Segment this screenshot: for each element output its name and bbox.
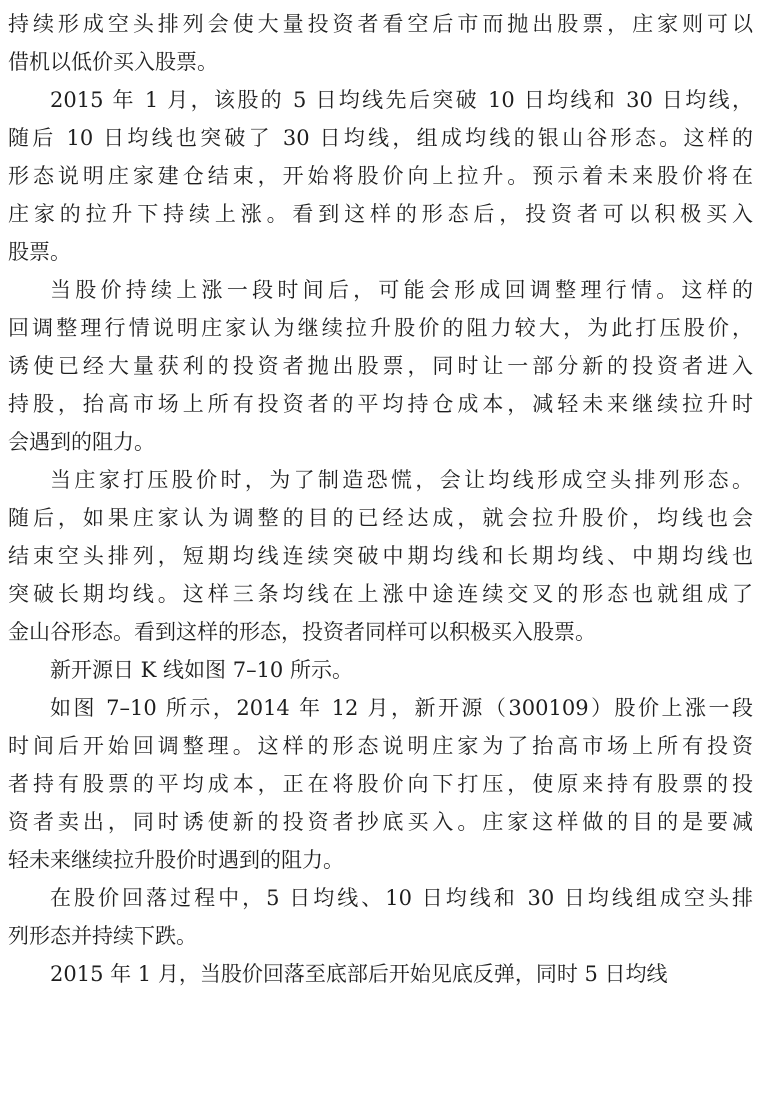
text-line: 庄家的拉升下持续上涨。看到这样的形态后，投资者可以积极买入 (8, 202, 753, 226)
text-line: 突破长期均线。这样三条均线在上涨中途连续交叉的形态也就组成了 (8, 582, 753, 606)
text-line: 金山谷形态。看到这样的形态，投资者同样可以积极买入股票。 (8, 620, 596, 644)
paragraph (8, 461, 753, 651)
text-line: 资者卖出，同时诱使新的投资者抄底买入。庄家这样做的目的是要减 (8, 810, 753, 834)
text-line: 轻未来继续拉升股价时遇到的阻力。 (8, 848, 344, 872)
text-line: 如图 7–10 所示，2014 年 12 月，新开源（300109）股价上涨一段 (50, 696, 753, 720)
paragraph (8, 689, 753, 879)
text-line: 持股，抬高市场上所有投资者的平均持仓成本，减轻未来继续拉升时 (8, 392, 753, 416)
paragraph (8, 879, 753, 955)
paragraph (8, 955, 753, 993)
paragraph (8, 651, 753, 689)
text-line: 股票。 (8, 240, 71, 264)
text-line: 2015 年 1 月，当股价回落至底部后开始见底反弹，同时 5 日均线 (50, 962, 668, 986)
text-line: 诱使已经大量获利的投资者抛出股票，同时让一部分新的投资者进入 (8, 354, 753, 378)
text-line: 2015 年 1 月，该股的 5 日均线先后突破 10 日均线和 30 日均线， (50, 88, 753, 112)
text-line: 随后 10 日均线也突破了 30 日均线，组成均线的银山谷形态。这样的 (8, 126, 753, 150)
paragraph (8, 271, 753, 461)
text-line: 结束空头排列，短期均线连续突破中期均线和长期均线、中期均线也 (8, 544, 753, 568)
text-line: 者持有股票的平均成本，正在将股价向下打压，使原来持有股票的投 (8, 772, 753, 796)
text-line: 当股价持续上涨一段时间后，可能会形成回调整理行情。这样的 (50, 278, 753, 302)
text-line: 当庄家打压股价时，为了制造恐慌，会让均线形成空头排列形态。 (50, 468, 753, 492)
text-line: 形态说明庄家建仓结束，开始将股价向上拉升。预示着未来股价将在 (8, 164, 753, 188)
body-text (8, 5, 753, 993)
text-line: 回调整理行情说明庄家认为继续拉升股价的阻力较大，为此打压股价， (8, 316, 753, 340)
text-line: 随后，如果庄家认为调整的目的已经达成，就会拉升股价，均线也会 (8, 506, 753, 530)
text-line: 新开源日 K 线如图 7–10 所示。 (50, 658, 353, 682)
text-line: 借机以低价买入股票。 (8, 50, 218, 74)
text-line: 在股价回落过程中，5 日均线、10 日均线和 30 日均线组成空头排 (50, 886, 753, 910)
paragraph (8, 81, 753, 271)
text-line: 会遇到的阻力。 (8, 430, 155, 454)
text-line: 列形态并持续下跌。 (8, 924, 197, 948)
paragraph (8, 5, 753, 81)
text-line: 持续形成空头排列会使大量投资者看空后市而抛出股票，庄家则可以 (8, 12, 753, 36)
text-line: 时间后开始回调整理。这样的形态说明庄家为了抬高市场上所有投资 (8, 734, 753, 758)
